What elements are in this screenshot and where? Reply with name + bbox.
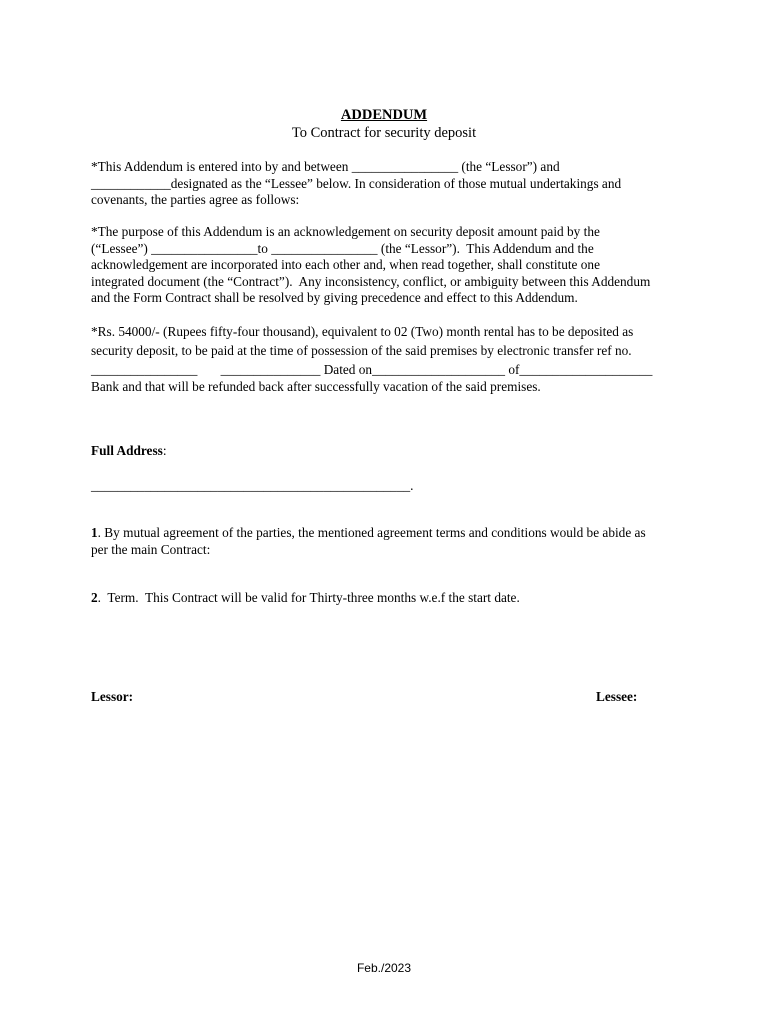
full-address-label bbox=[91, 443, 679, 460]
deposit-line: ________________ _______________ Dated on____________________ of____________________ bbox=[91, 362, 653, 377]
deposit-paragraph bbox=[91, 322, 679, 396]
intro-line: covenants, the parties agree as follows: bbox=[91, 192, 300, 207]
intro-line: *This Addendum is entered into by and between ________________ (the “Lessor”) and bbox=[91, 159, 560, 174]
clause-1 bbox=[91, 525, 679, 558]
intro-line: ____________designated as the “Lessee” below. In consideration of those mutual undertakings and bbox=[91, 175, 622, 191]
clause-2-text: . Term. This Contract will be valid for Thirty-three months w.e.f the start date. bbox=[97, 590, 520, 605]
full-address-heading: Full Address bbox=[91, 443, 163, 458]
purpose-paragraph bbox=[91, 224, 679, 307]
purpose-line: acknowledgement are incorporated into each other and, when read together, shall constitute one bbox=[91, 257, 600, 272]
clause-2-number: 2 bbox=[91, 590, 98, 605]
purpose-line: integrated document (the “Contract”). Any inconsistency, conflict, or ambiguity between this Addendum bbox=[91, 273, 651, 289]
clause-2 bbox=[91, 590, 679, 607]
address-blank-line: ________________________________________________. bbox=[91, 478, 414, 493]
full-address-blank bbox=[91, 478, 679, 495]
deposit-line: *Rs. 54000/- (Rupees fifty-four thousand), equivalent to 02 (Two) month rental has to be deposited as bbox=[91, 324, 634, 339]
deposit-line: Bank and that will be refunded back after successfully vacation of the said premises. bbox=[91, 379, 541, 394]
purpose-line: *The purpose of this Addendum is an acknowledgement on security deposit amount paid by the bbox=[91, 224, 600, 239]
purpose-line: (“Lessee”) ________________to ________________ (the “Lessor”). This Addendum and the bbox=[91, 240, 594, 256]
lessee-signature-label: Lessee: bbox=[596, 689, 638, 704]
clause-1-number: 1 bbox=[91, 525, 98, 540]
document-subtitle: To Contract for security deposit bbox=[291, 125, 477, 141]
deposit-line: security deposit, to be paid at the time of possession of the said premises by electronic transfer ref no. bbox=[91, 343, 632, 358]
footer-date: Feb./2023 bbox=[356, 961, 412, 975]
document-title: ADDENDUM bbox=[340, 107, 428, 123]
lessor-signature-label: Lessor: bbox=[91, 689, 134, 704]
clause-1-text: . By mutual agreement of the parties, the mentioned agreement terms and conditions would be abide as bbox=[97, 525, 646, 540]
intro-paragraph bbox=[91, 159, 679, 209]
purpose-line: and the Form Contract shall be resolved by giving precedence and effect to this Addendum. bbox=[91, 290, 578, 305]
full-address-colon: : bbox=[162, 443, 167, 458]
clause-1-text-cont: per the main Contract: bbox=[91, 541, 211, 557]
